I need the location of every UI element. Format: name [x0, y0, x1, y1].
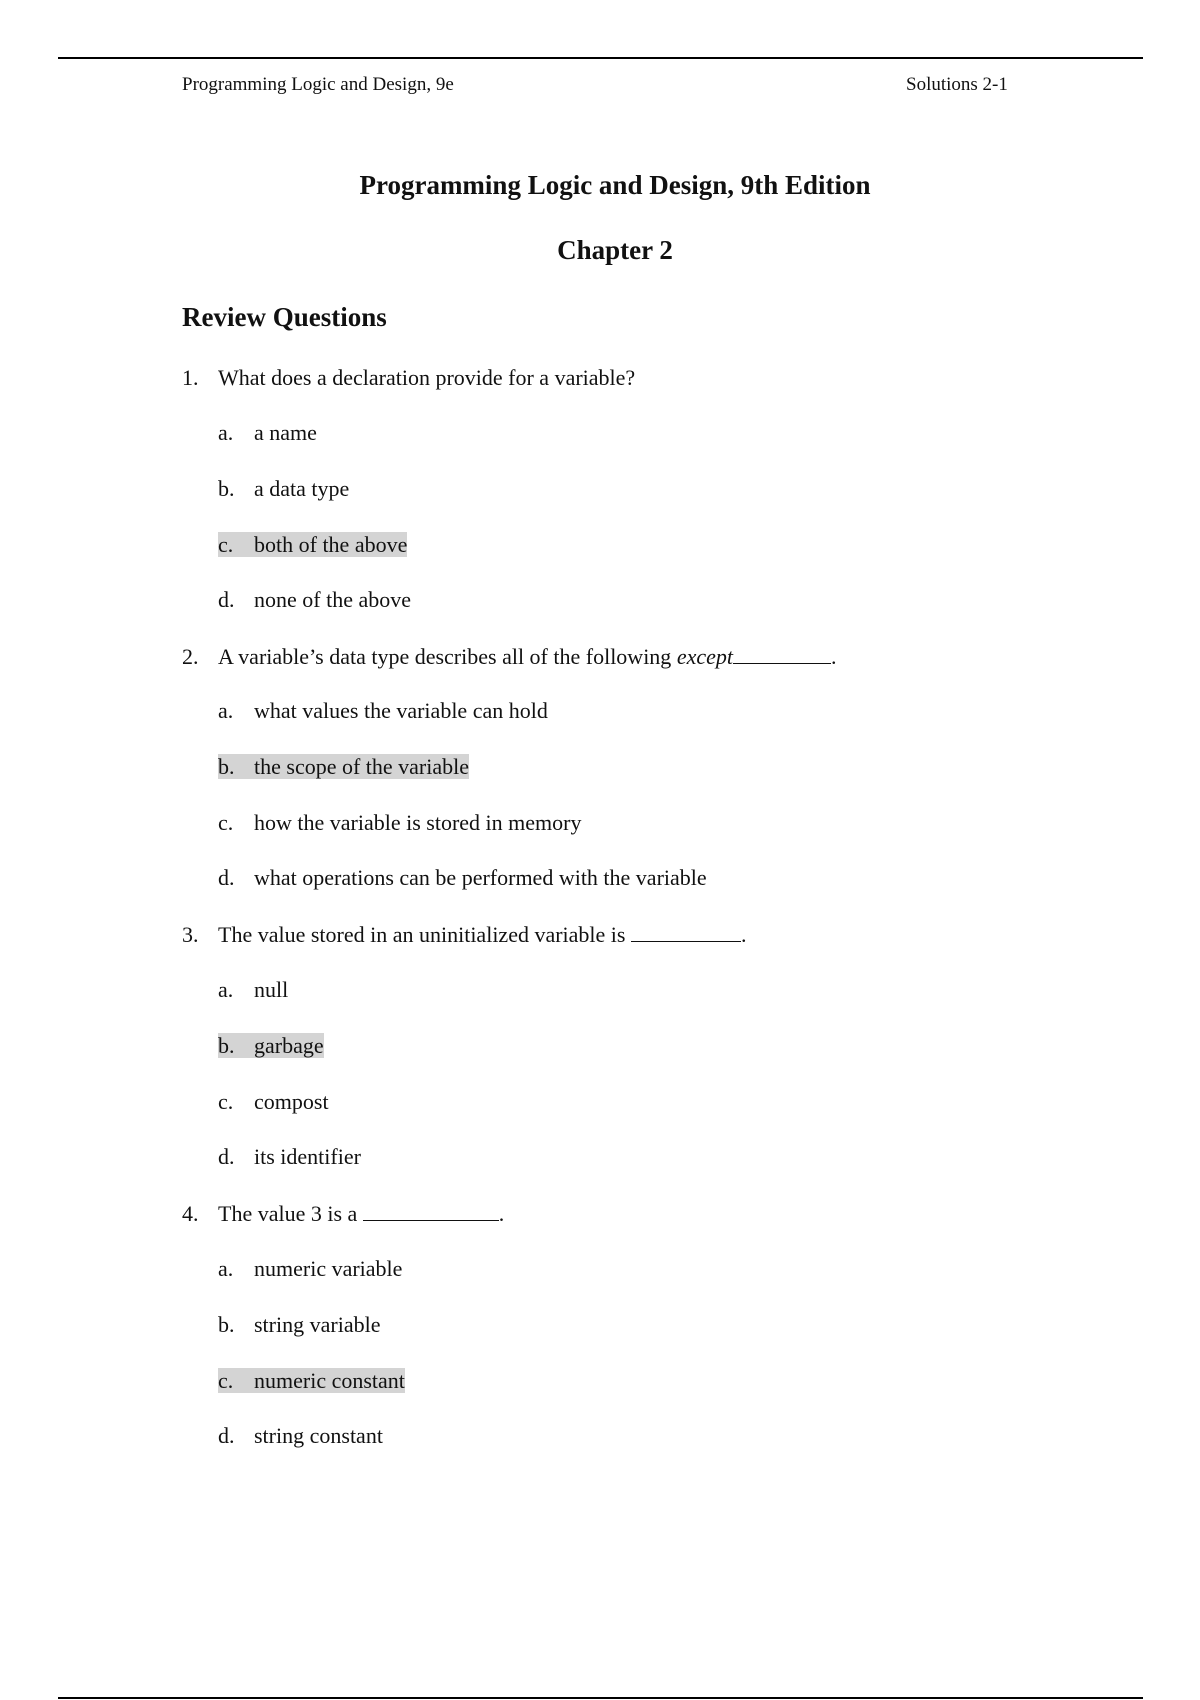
option-text: none of the above — [254, 587, 411, 612]
footer-rule — [58, 1697, 1143, 1699]
option-letter: b. — [218, 476, 235, 501]
option-text: a name — [254, 420, 317, 445]
question-4-option-c-answer — [218, 1367, 405, 1395]
option-letter: d. — [218, 1423, 235, 1448]
answer-blank — [363, 1200, 499, 1221]
answer-highlight — [218, 754, 469, 779]
question-text: A variable’s data type describes all of the following — [218, 644, 677, 669]
question-3-option-d — [218, 1143, 361, 1171]
option-text: string constant — [254, 1423, 383, 1448]
running-header-title: Programming Logic and Design, 9e — [182, 74, 454, 95]
option-letter: c. — [218, 1368, 234, 1393]
question-4-option-b — [218, 1311, 380, 1339]
option-text: what values the variable can hold — [254, 698, 548, 723]
answer-highlight — [218, 532, 407, 557]
running-header-page: Solutions 2-1 — [906, 74, 1008, 95]
question-1-option-d — [218, 586, 411, 614]
option-letter: a. — [218, 977, 234, 1002]
answer-blank — [733, 643, 831, 664]
section-heading: Review Questions — [182, 302, 387, 332]
question-2-option-b-answer — [218, 753, 469, 781]
option-text: how the variable is stored in memory — [254, 810, 582, 835]
question-number: 4. — [182, 1201, 199, 1226]
option-letter: b. — [218, 1033, 235, 1058]
answer-blank — [631, 921, 741, 942]
option-text: the scope of the variable — [254, 754, 470, 779]
question-text-end: . — [498, 1201, 505, 1226]
option-letter: d. — [218, 587, 235, 612]
option-letter: a. — [218, 698, 234, 723]
header-rule — [58, 57, 1143, 59]
question-text: The value stored in an uninitialized variable is — [218, 922, 631, 947]
question-number: 2. — [182, 644, 199, 669]
chapter-heading: Chapter 2 — [557, 235, 673, 265]
question-4-option-d — [218, 1422, 383, 1450]
option-text: numeric constant — [254, 1368, 405, 1393]
question-2-option-a — [218, 697, 548, 725]
option-letter: d. — [218, 1144, 235, 1169]
option-text: its identifier — [254, 1144, 361, 1169]
question-text-end: . — [830, 644, 837, 669]
question-3-option-c — [218, 1088, 329, 1116]
question-3-option-a — [218, 976, 288, 1004]
question-number: 3. — [182, 922, 199, 947]
question-text: What does a declaration provide for a variable? — [218, 365, 636, 390]
question-3-option-b-answer — [218, 1032, 324, 1060]
question-text-emphasis: except — [676, 644, 733, 669]
question-4-option-a — [218, 1255, 402, 1283]
option-letter: b. — [218, 1312, 235, 1337]
option-text: numeric variable — [254, 1256, 403, 1281]
option-text: string variable — [254, 1312, 381, 1337]
option-text: a data type — [254, 476, 350, 501]
question-text: The value 3 is a — [218, 1201, 363, 1226]
option-text: compost — [254, 1089, 329, 1114]
question-1-option-a — [218, 419, 317, 447]
option-letter: b. — [218, 754, 235, 779]
option-text: garbage — [254, 1033, 324, 1058]
question-text-end: . — [740, 922, 747, 947]
question-2 — [182, 643, 836, 671]
answer-highlight — [218, 1033, 324, 1058]
option-text: null — [254, 977, 289, 1002]
option-letter: c. — [218, 532, 234, 557]
question-number: 1. — [182, 365, 199, 390]
document-title: Programming Logic and Design, 9th Edition — [359, 170, 871, 200]
option-letter: a. — [218, 420, 234, 445]
answer-highlight — [218, 1368, 405, 1393]
question-4 — [182, 1200, 504, 1228]
question-3 — [182, 921, 746, 949]
question-2-option-c — [218, 809, 581, 837]
question-1 — [182, 364, 635, 392]
option-letter: c. — [218, 1089, 234, 1114]
question-2-option-d — [218, 864, 707, 892]
question-1-option-b — [218, 475, 349, 503]
option-text: both of the above — [254, 532, 408, 557]
option-letter: a. — [218, 1256, 234, 1281]
option-letter: d. — [218, 865, 235, 890]
question-1-option-c-answer — [218, 531, 407, 559]
option-text: what operations can be performed with the variable — [254, 865, 707, 890]
option-letter: c. — [218, 810, 234, 835]
